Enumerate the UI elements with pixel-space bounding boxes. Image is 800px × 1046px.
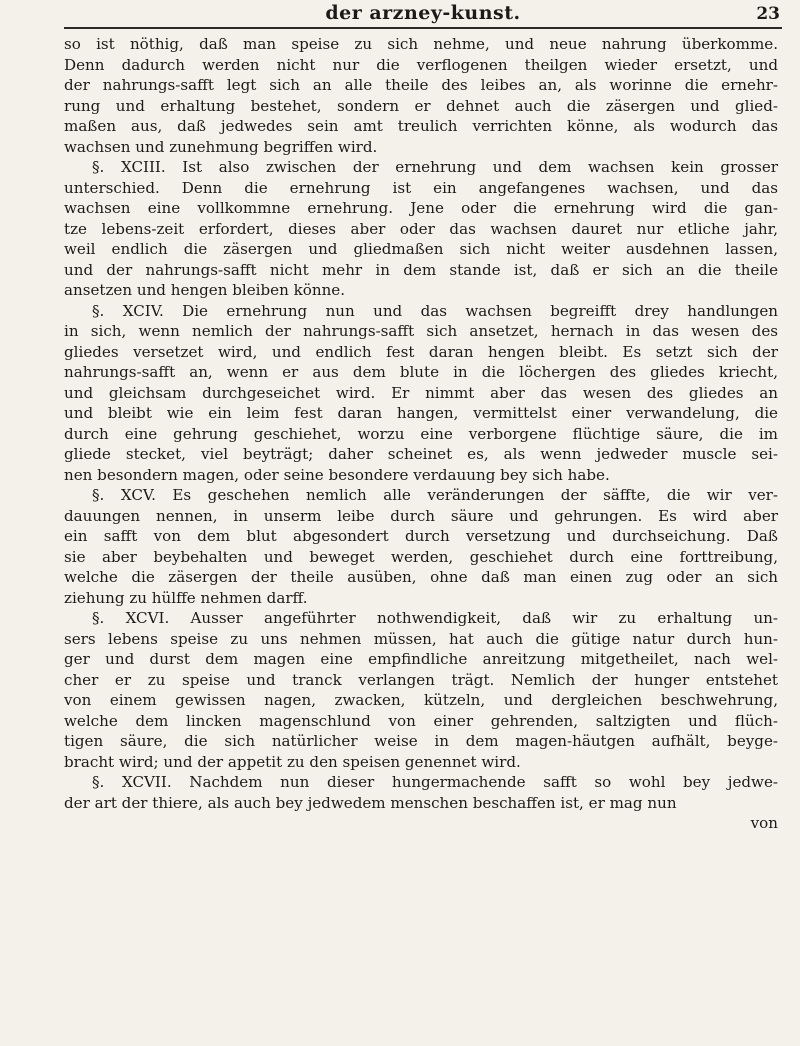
text-line: und der nahrungs-safft nicht mehr in dem stande ist, daß er sich an die theile	[64, 260, 778, 279]
text-line: ein safft von dem blut abgesondert durch versetzung und durchseichung. Daß	[64, 527, 778, 545]
text-line: §. XCVI. Ausser angeführter nothwendigkeit, daß wir zu erhaltung un-	[92, 609, 778, 627]
text-line: von einem gewissen nagen, zwacken, kützeln, und dergleichen beschwehrung,	[64, 691, 778, 709]
text-line: nahrungs-safft an, wenn er aus dem blute in die löchergen des gliedes kriecht,	[64, 363, 778, 381]
paragraph	[64, 301, 778, 486]
text-line: gliede stecket, viel beyträgt; daher scheinet es, als wenn jedweder muscle sei-	[64, 445, 778, 463]
text-line: tigen säure, die sich natürlicher weise in dem magen-häutgen aufhält, beyge-	[64, 732, 778, 750]
text-line: ziehung zu hülffe nehmen darff.	[64, 588, 308, 607]
text-line: nen besondern magen, oder seine besondere verdauung bey sich habe.	[64, 465, 610, 484]
text-line: welche dem lincken magenschlund von einer gehrenden, saltzigten und flüch-	[64, 711, 778, 730]
text-line: weil endlich die zäsergen und gliedmaßen sich nicht weiter ausdehnen lassen,	[64, 240, 778, 258]
paragraph	[64, 157, 778, 301]
text-line: sie aber beybehalten und beweget werden, geschiehet durch eine forttreibung,	[64, 547, 778, 566]
text-line: unterschied. Denn die ernehrung ist ein angefangenes wachsen, und das	[64, 178, 778, 197]
text-line: sers lebens speise zu uns nehmen müssen, hat auch die gütige natur durch hun-	[64, 629, 778, 648]
text-line: gliedes versetzet wird, und endlich fest daran hengen bleibt. Es setzt sich der	[64, 342, 778, 361]
header-rule	[64, 27, 782, 29]
text-line: in sich, wenn nemlich der nahrungs-safft sich ansetzet, hernach in das wesen des	[64, 322, 778, 340]
text-line: Denn dadurch werden nicht nur die verflogenen theilgen wieder ersetzt, und	[64, 55, 778, 74]
running-head	[64, 2, 782, 28]
text-line: und gleichsam durchgeseichet wird. Er nimmt aber das wesen des gliedes an	[64, 383, 778, 402]
text-line: dauungen nennen, in unserm leibe durch säure und gehrungen. Es wird aber	[64, 506, 778, 525]
text-line: maßen aus, daß jedwedes sein amt treulich verrichten könne, als wodurch das	[64, 117, 778, 135]
paragraph	[64, 772, 778, 813]
text-line: und bleibt wie ein leim fest daran hangen, vermittelst einer verwandelung, die	[64, 404, 778, 422]
body-text	[64, 34, 778, 1034]
text-line: ansetzen und hengen bleiben könne.	[64, 281, 346, 299]
text-line: §. XCV. Es geschehen nemlich alle veränderungen der säffte, die wir ver-	[92, 486, 778, 504]
text-line: wachsen eine vollkommne ernehrung. Jene oder die ernehrung wird die gan-	[64, 199, 778, 217]
text-line: so ist nöthig, daß man speise zu sich nehme, und neue nahrung überkomme.	[64, 35, 778, 53]
text-line: bracht wird; und der appetit zu den speisen genennet wird.	[64, 752, 521, 771]
text-line: ger und durst dem magen eine empfindliche anreitzung mitgetheilet, nach wel-	[64, 650, 778, 668]
text-line: rung und erhaltung bestehet, sondern er dehnet auch die zäsergen und glied-	[64, 96, 778, 115]
paragraph	[64, 608, 778, 772]
paragraph	[64, 34, 778, 157]
running-title: der arzney-kunst.	[325, 2, 521, 24]
text-line: welche die zäsergen der theile ausüben, ohne daß man einen zug oder an sich	[64, 568, 778, 586]
text-line: §. XCIV. Die ernehrung nun und das wachsen begreifft drey handlungen	[92, 301, 778, 320]
text-line: der art der thiere, als auch bey jedwedem menschen beschaffen ist, er mag nun	[64, 793, 677, 812]
text-line: cher er zu speise und tranck verlangen trägt. Nemlich der hunger entstehet	[64, 670, 778, 689]
text-line: §. XCVII. Nachdem nun dieser hungermachende safft so wohl bey jedwe-	[92, 773, 778, 791]
text-line: tze lebens-zeit erfordert, dieses aber oder das wachsen dauret nur etliche jahr,	[64, 219, 778, 238]
text-line: wachsen und zunehmung begriffen wird.	[64, 137, 378, 156]
text-line: durch eine gehrung geschiehet, worzu eine verborgene flüchtige säure, die im	[64, 424, 778, 443]
text-line: §. XCIII. Ist also zwischen der ernehrung und dem wachsen kein grosser	[92, 158, 778, 176]
catchword: von	[750, 814, 778, 832]
paragraph	[64, 485, 778, 608]
page-number: 23	[756, 4, 780, 24]
text-line: der nahrungs-safft legt sich an alle theile des leibes an, als worinne die ernehr-	[64, 76, 778, 94]
